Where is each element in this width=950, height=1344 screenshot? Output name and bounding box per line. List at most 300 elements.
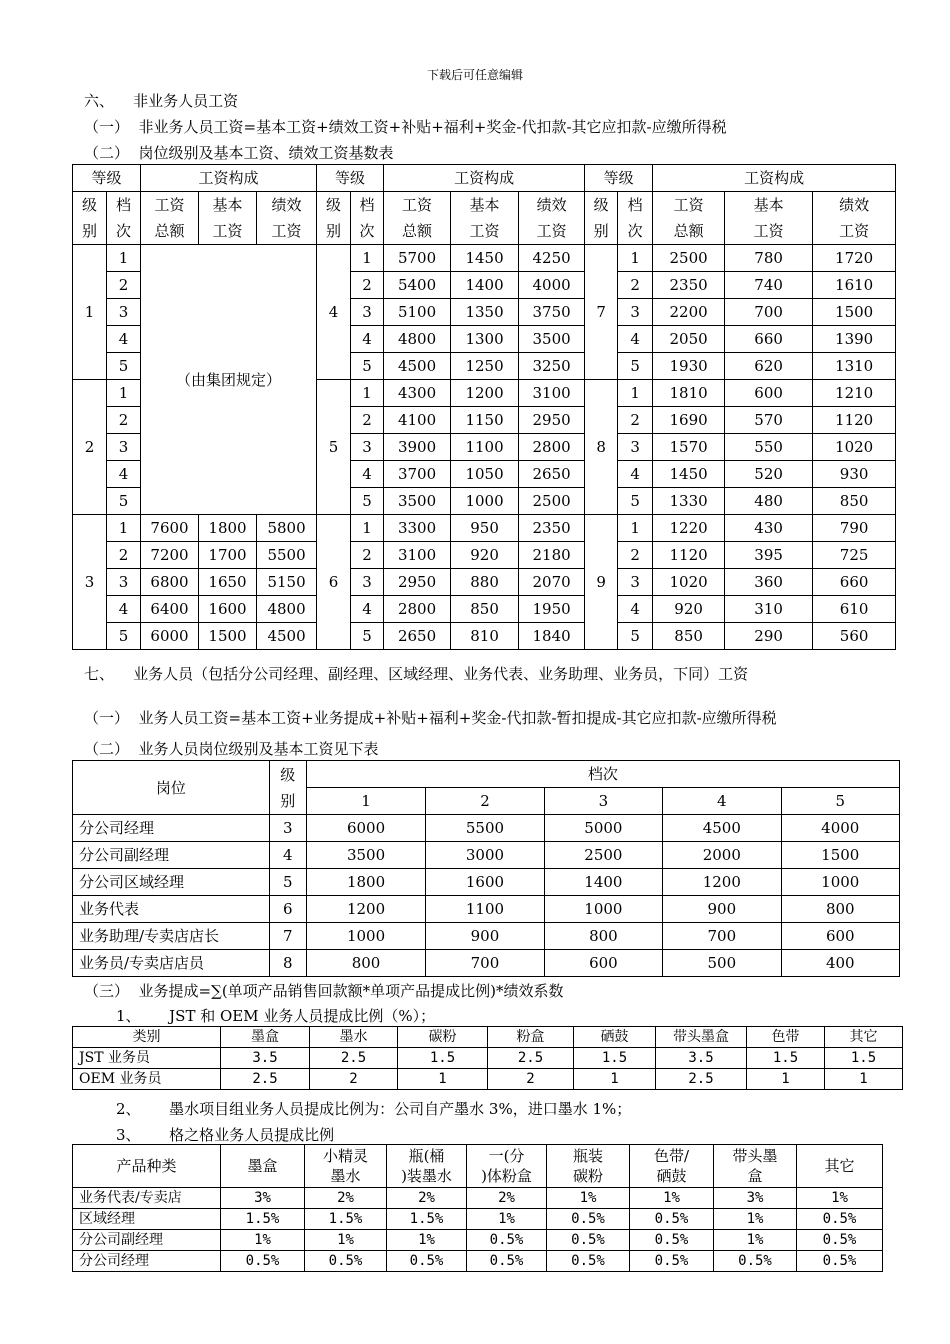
rate-cell: 2% (387, 1188, 467, 1209)
step-number: 5 (781, 788, 899, 815)
table-row (73, 869, 900, 896)
level-cell: 8 (269, 950, 306, 977)
table-row (73, 1251, 883, 1272)
rate-cell: 1.5% (221, 1209, 305, 1230)
value-cell: 3100 (519, 380, 585, 407)
table-row (73, 896, 900, 923)
value-cell: 2180 (519, 542, 585, 569)
value-cell: 4500 (384, 353, 451, 380)
value-cell: 1700 (199, 542, 257, 569)
value-cell: 3300 (384, 515, 451, 542)
salary-cell: 500 (663, 950, 781, 977)
position-name: 分公司区域经理 (73, 869, 270, 896)
value-cell: 4250 (519, 245, 585, 272)
table-row (73, 596, 896, 623)
value-cell: 3700 (384, 461, 451, 488)
value-cell: 1150 (451, 407, 519, 434)
step-cell: 1 (107, 380, 141, 407)
value-cell: 1500 (199, 623, 257, 650)
grade-header: 等级 (317, 165, 384, 192)
category-header: 其它 (825, 1027, 903, 1048)
rate-cell: 1% (797, 1188, 883, 1209)
step-cell: 3 (351, 299, 384, 326)
level-cell: 3 (269, 815, 306, 842)
rate-cell: 2.5 (221, 1069, 310, 1090)
staff-type: OEM 业务员 (73, 1069, 221, 1090)
value-cell: 2800 (519, 434, 585, 461)
value-cell: 1390 (813, 326, 896, 353)
rate-cell: 1 (398, 1069, 488, 1090)
step-cell: 2 (618, 272, 653, 299)
rate-cell: 1 (825, 1069, 903, 1090)
value-cell: 2650 (384, 623, 451, 650)
rate-cell: 2% (305, 1188, 387, 1209)
rate-cell: 2.5 (656, 1069, 747, 1090)
salary-cell: 1000 (306, 923, 425, 950)
level-cell: 4 (269, 842, 306, 869)
value-cell: 1450 (451, 245, 519, 272)
value-cell: 6400 (141, 596, 199, 623)
rate-cell: 0.5% (305, 1251, 387, 1272)
value-cell: 600 (725, 380, 813, 407)
value-cell: 780 (725, 245, 813, 272)
step-cell: 5 (351, 353, 384, 380)
value-cell: 1500 (813, 299, 896, 326)
value-cell: 5500 (257, 542, 317, 569)
position-name: 业务员/专卖店店员 (73, 950, 270, 977)
step-cell: 3 (618, 434, 653, 461)
rate-cell: 1% (714, 1209, 797, 1230)
value-cell: 480 (725, 488, 813, 515)
table-row (73, 542, 896, 569)
base-header: 基本 工资 (725, 192, 813, 245)
position-header: 岗位 (73, 761, 270, 815)
level-cell: 5 (269, 869, 306, 896)
value-cell: 4100 (384, 407, 451, 434)
total-header: 工资 总额 (384, 192, 451, 245)
value-cell: 310 (725, 596, 813, 623)
value-cell: 1800 (199, 515, 257, 542)
section-6-item-2: （二） 岗位级别及基本工资、绩效工资基数表 (84, 144, 394, 162)
rate-cell: 0.5% (630, 1230, 714, 1251)
rate-cell: 0.5% (797, 1209, 883, 1230)
level-cell: 2 (73, 380, 107, 515)
rate-cell: 0.5% (630, 1209, 714, 1230)
rate-cell: 3.5 (656, 1048, 747, 1069)
value-cell: 6800 (141, 569, 199, 596)
step-cell: 3 (618, 569, 653, 596)
level-cell: 4 (317, 245, 351, 380)
salary-cell: 700 (663, 923, 781, 950)
step-cell: 4 (107, 596, 141, 623)
product-header: 瓶(桶 )装墨水 (387, 1145, 467, 1188)
value-cell: 810 (451, 623, 519, 650)
value-cell: 1120 (813, 407, 896, 434)
value-cell: 620 (725, 353, 813, 380)
value-cell: 2500 (519, 488, 585, 515)
value-cell: 850 (653, 623, 725, 650)
category-header: 墨水 (310, 1027, 398, 1048)
table-row (73, 761, 900, 788)
step-cell: 4 (351, 326, 384, 353)
product-header: 产品种类 (73, 1145, 221, 1188)
step-cell: 5 (351, 623, 384, 650)
rate-cell: 1.5% (305, 1209, 387, 1230)
step-cell: 1 (351, 380, 384, 407)
value-cell: 1600 (199, 596, 257, 623)
value-cell: 700 (725, 299, 813, 326)
rate-cell: 3% (714, 1188, 797, 1209)
value-cell: 7600 (141, 515, 199, 542)
salary-cell: 3000 (426, 842, 544, 869)
level-cell: 9 (585, 515, 618, 650)
rate-cell: 0.5% (547, 1251, 630, 1272)
role-name: 分公司副经理 (73, 1230, 221, 1251)
level-header: 级 别 (317, 192, 351, 245)
step-cell: 2 (618, 542, 653, 569)
table-row (73, 569, 896, 596)
salary-cell: 3500 (306, 842, 425, 869)
rate-cell: 0.5% (547, 1209, 630, 1230)
value-cell: 1210 (813, 380, 896, 407)
value-cell: 430 (725, 515, 813, 542)
rate-cell: 1% (305, 1230, 387, 1251)
perf-header: 绩效 工资 (519, 192, 585, 245)
step-cell: 4 (618, 326, 653, 353)
product-header: 带头墨 盒 (714, 1145, 797, 1188)
value-cell: 2070 (519, 569, 585, 596)
step-cell: 4 (107, 326, 141, 353)
value-cell: 290 (725, 623, 813, 650)
level-cell: 1 (73, 245, 107, 380)
level-cell: 7 (269, 923, 306, 950)
jst-oem-commission-table (72, 1026, 903, 1090)
step-cell: 3 (618, 299, 653, 326)
step-cell: 5 (618, 623, 653, 650)
value-cell: 1120 (653, 542, 725, 569)
value-cell: 930 (813, 461, 896, 488)
category-header: 碳粉 (398, 1027, 488, 1048)
product-header: 其它 (797, 1145, 883, 1188)
salary-cell: 900 (426, 923, 544, 950)
page-header: 下载后可任意编辑 (426, 68, 523, 82)
category-header: 粉盒 (488, 1027, 574, 1048)
value-cell: 1100 (451, 434, 519, 461)
value-cell: 1020 (813, 434, 896, 461)
rate-cell: 1.5 (574, 1048, 656, 1069)
salary-cell: 5500 (426, 815, 544, 842)
base-header: 基本 工资 (451, 192, 519, 245)
step-cell: 4 (351, 461, 384, 488)
step-cell: 3 (107, 434, 141, 461)
step-cell: 4 (618, 596, 653, 623)
step-cell: 5 (107, 623, 141, 650)
value-cell: 1950 (519, 596, 585, 623)
step-cell: 1 (351, 515, 384, 542)
salary-cell: 1500 (781, 842, 899, 869)
value-cell: 725 (813, 542, 896, 569)
rate-cell: 0.5% (630, 1251, 714, 1272)
table-row (73, 842, 900, 869)
level-cell: 6 (317, 515, 351, 650)
table-row (73, 950, 900, 977)
table-row (73, 1048, 903, 1069)
value-cell: 2800 (384, 596, 451, 623)
level-cell: 8 (585, 380, 618, 515)
salary-cell: 800 (544, 923, 662, 950)
category-header: 色带 (747, 1027, 825, 1048)
rate-cell: 2 (488, 1069, 574, 1090)
category-header: 墨盒 (221, 1027, 310, 1048)
salary-cell: 5000 (544, 815, 662, 842)
rate-cell: 0.5% (714, 1251, 797, 1272)
product-header: 一(分 )体粉盒 (467, 1145, 547, 1188)
value-cell: 6000 (141, 623, 199, 650)
commission-sub-2: 2、 墨水项目组业务人员提成比例为：公司自产墨水 3%，进口墨水 1%； (116, 1100, 632, 1118)
salary-cell: 2500 (544, 842, 662, 869)
table-row (73, 192, 896, 245)
table-row (73, 1230, 883, 1251)
total-header: 工资 总额 (141, 192, 199, 245)
rate-cell: 1.5 (747, 1048, 825, 1069)
product-header: 瓶装 碳粉 (547, 1145, 630, 1188)
step-cell: 5 (618, 488, 653, 515)
step-cell: 3 (107, 569, 141, 596)
value-cell: 850 (813, 488, 896, 515)
value-cell: 1020 (653, 569, 725, 596)
value-cell: 610 (813, 596, 896, 623)
value-cell: 3750 (519, 299, 585, 326)
value-cell: 790 (813, 515, 896, 542)
step-cell: 5 (107, 488, 141, 515)
rate-cell: 3.5 (221, 1048, 310, 1069)
value-cell: 1330 (653, 488, 725, 515)
rate-cell: 0.5% (467, 1251, 547, 1272)
salary-cell: 6000 (306, 815, 425, 842)
level-header: 级 别 (585, 192, 618, 245)
value-cell: 1250 (451, 353, 519, 380)
value-cell: 2350 (653, 272, 725, 299)
salary-cell: 1600 (426, 869, 544, 896)
salary-cell: 1000 (544, 896, 662, 923)
value-cell: 660 (813, 569, 896, 596)
role-name: 分公司经理 (73, 1251, 221, 1272)
value-cell: 550 (725, 434, 813, 461)
step-header: 档 次 (107, 192, 141, 245)
value-cell: 1300 (451, 326, 519, 353)
step-cell: 2 (351, 542, 384, 569)
value-cell: 2950 (384, 569, 451, 596)
step-header: 档 次 (351, 192, 384, 245)
table-row (73, 623, 896, 650)
value-cell: 560 (813, 623, 896, 650)
step-cell: 3 (351, 569, 384, 596)
role-name: 业务代表/专卖店 (73, 1188, 221, 1209)
salary-cell: 900 (663, 896, 781, 923)
step-number: 3 (544, 788, 662, 815)
level-cell: 3 (73, 515, 107, 650)
sales-base-salary-table (72, 760, 900, 977)
value-cell: 395 (725, 542, 813, 569)
table-row (73, 1188, 883, 1209)
rate-cell: 1% (387, 1230, 467, 1251)
value-cell: 2050 (653, 326, 725, 353)
value-cell: 1610 (813, 272, 896, 299)
value-cell: 3900 (384, 434, 451, 461)
value-cell: 1570 (653, 434, 725, 461)
rate-cell: 2 (310, 1069, 398, 1090)
value-cell: 1690 (653, 407, 725, 434)
product-header: 墨盒 (221, 1145, 305, 1188)
position-name: 分公司经理 (73, 815, 270, 842)
section-7-item-2: （二） 业务人员岗位级别及基本工资见下表 (84, 740, 379, 758)
section-6-title: 六、 非业务人员工资 (84, 92, 239, 110)
step-header: 档 次 (618, 192, 653, 245)
role-name: 区域经理 (73, 1209, 221, 1230)
step-cell: 2 (351, 407, 384, 434)
value-cell: 1200 (451, 380, 519, 407)
level-cell: 6 (269, 896, 306, 923)
product-header: 小精灵 墨水 (305, 1145, 387, 1188)
value-cell: 880 (451, 569, 519, 596)
level-header: 级 别 (269, 761, 306, 815)
step-cell: 2 (618, 407, 653, 434)
rate-cell: 1% (547, 1188, 630, 1209)
table-row (73, 815, 900, 842)
rate-cell: 3% (221, 1188, 305, 1209)
commission-sub-3: 3、 格之格业务人员提成比例 (116, 1126, 335, 1144)
salary-cell: 700 (426, 950, 544, 977)
rate-cell: 1.5 (825, 1048, 903, 1069)
step-cell: 5 (618, 353, 653, 380)
composition-header: 工资构成 (653, 165, 896, 192)
table-row (73, 515, 896, 542)
value-cell: 660 (725, 326, 813, 353)
perf-header: 绩效 工资 (813, 192, 896, 245)
step-cell: 3 (351, 434, 384, 461)
value-cell: 1450 (653, 461, 725, 488)
value-cell: 5400 (384, 272, 451, 299)
value-cell: 920 (451, 542, 519, 569)
value-cell: 3500 (519, 326, 585, 353)
value-cell: 4300 (384, 380, 451, 407)
value-cell: 360 (725, 569, 813, 596)
salary-cell: 1200 (306, 896, 425, 923)
value-cell: 520 (725, 461, 813, 488)
rate-cell: 0.5% (221, 1251, 305, 1272)
rate-cell: 1% (714, 1230, 797, 1251)
value-cell: 2650 (519, 461, 585, 488)
step-cell: 2 (351, 272, 384, 299)
step-cell: 2 (107, 407, 141, 434)
rate-cell: 1 (574, 1069, 656, 1090)
salary-cell: 1000 (781, 869, 899, 896)
salary-cell: 4000 (781, 815, 899, 842)
salary-cell: 2000 (663, 842, 781, 869)
table-row (73, 923, 900, 950)
category-header: 带头墨盒 (656, 1027, 747, 1048)
step-cell: 1 (107, 515, 141, 542)
product-header: 色带/ 硒鼓 (630, 1145, 714, 1188)
salary-cell: 400 (781, 950, 899, 977)
category-header: 类别 (73, 1027, 221, 1048)
rate-cell: 0.5% (797, 1251, 883, 1272)
rate-cell: 0.5% (387, 1251, 467, 1272)
value-cell: 4000 (519, 272, 585, 299)
category-header: 硒鼓 (574, 1027, 656, 1048)
step-number: 2 (426, 788, 544, 815)
value-cell: 1050 (451, 461, 519, 488)
grade-header: 等级 (73, 165, 141, 192)
rate-cell: 0.5% (547, 1230, 630, 1251)
level-cell: 5 (317, 380, 351, 515)
rate-cell: 0.5% (797, 1230, 883, 1251)
step-cell: 4 (107, 461, 141, 488)
salary-cell: 1200 (663, 869, 781, 896)
section-7-item-3: （三） 业务提成=∑(单项产品销售回款额*单项产品提成比例)*绩效系数 (84, 982, 564, 1000)
rate-cell: 2.5 (310, 1048, 398, 1069)
salary-cell: 1400 (544, 869, 662, 896)
step-cell: 1 (351, 245, 384, 272)
rate-cell: 0.5% (467, 1230, 547, 1251)
section-7-title: 七、 业务人员（包括分公司经理、副经理、区域经理、业务代表、业务助理、业务员，下同）工资 (84, 665, 749, 683)
salary-cell: 1800 (306, 869, 425, 896)
value-cell: 2500 (653, 245, 725, 272)
value-cell: 5800 (257, 515, 317, 542)
base-header: 基本 工资 (199, 192, 257, 245)
table-row (73, 1027, 903, 1048)
value-cell: 1930 (653, 353, 725, 380)
value-cell: 920 (653, 596, 725, 623)
value-cell: 1350 (451, 299, 519, 326)
value-cell: 850 (451, 596, 519, 623)
salary-cell: 4500 (663, 815, 781, 842)
salary-cell: 800 (781, 896, 899, 923)
value-cell: 5700 (384, 245, 451, 272)
step-number: 1 (306, 788, 425, 815)
table-row (73, 1069, 903, 1090)
level-header: 级 别 (73, 192, 107, 245)
value-cell: 570 (725, 407, 813, 434)
group-rule-note: （由集团规定） (141, 245, 317, 515)
value-cell: 3100 (384, 542, 451, 569)
step-cell: 5 (107, 353, 141, 380)
rate-cell: 1.5% (387, 1209, 467, 1230)
value-cell: 5100 (384, 299, 451, 326)
value-cell: 1810 (653, 380, 725, 407)
value-cell: 1840 (519, 623, 585, 650)
value-cell: 4800 (257, 596, 317, 623)
step-number: 4 (663, 788, 781, 815)
value-cell: 5150 (257, 569, 317, 596)
value-cell: 1000 (451, 488, 519, 515)
step-cell: 1 (618, 515, 653, 542)
step-cell: 1 (618, 380, 653, 407)
value-cell: 1400 (451, 272, 519, 299)
value-cell: 2350 (519, 515, 585, 542)
rate-cell: 1% (221, 1230, 305, 1251)
step-cell: 2 (107, 542, 141, 569)
grade-salary-table (72, 164, 896, 650)
value-cell: 4500 (257, 623, 317, 650)
total-header: 工资 总额 (653, 192, 725, 245)
table-row (73, 1209, 883, 1230)
staff-type: JST 业务员 (73, 1048, 221, 1069)
value-cell: 4800 (384, 326, 451, 353)
value-cell: 1310 (813, 353, 896, 380)
salary-cell: 800 (306, 950, 425, 977)
position-name: 分公司副经理 (73, 842, 270, 869)
